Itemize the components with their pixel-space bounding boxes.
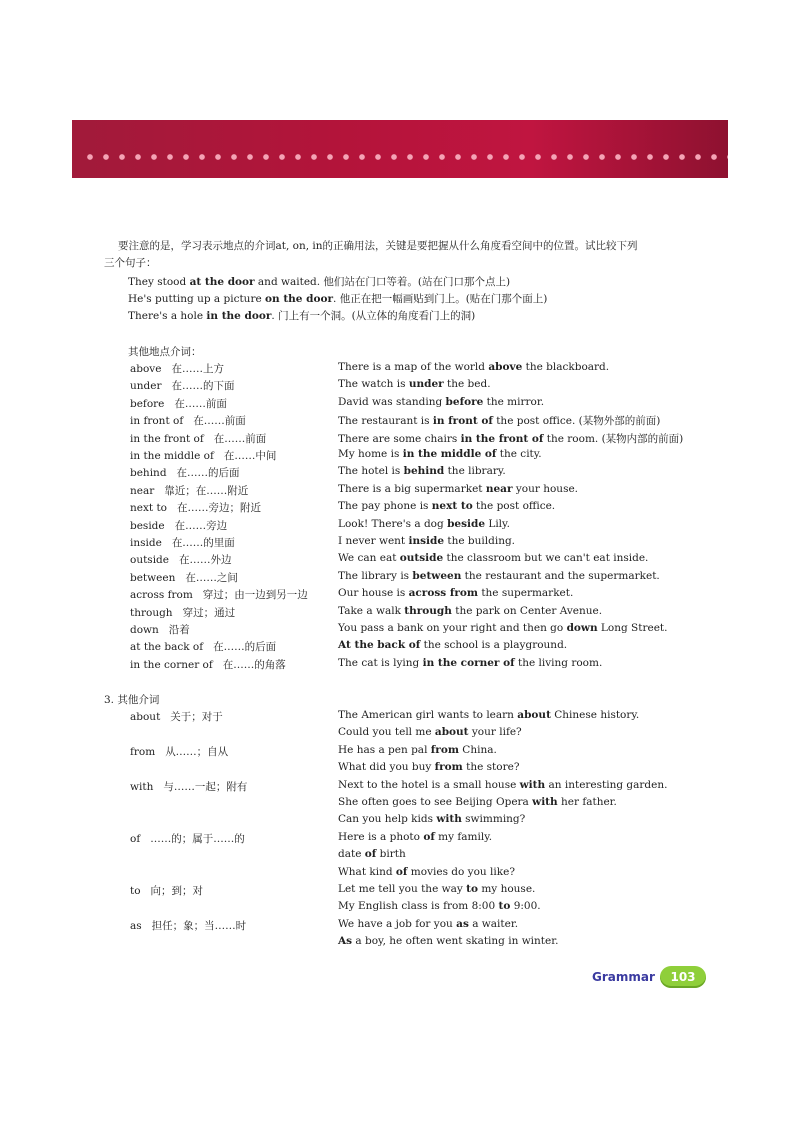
example-sentence: There is a map of the world above the blackboard.: [338, 361, 610, 373]
list-item: [0, 518, 800, 535]
preposition-word: before: [130, 397, 165, 410]
preposition-meaning: 与……一起；附有: [163, 780, 248, 793]
preposition-meaning: 向；到；对: [150, 885, 204, 897]
example-sentence: The watch is under the bed.: [338, 378, 491, 391]
list-item: [0, 622, 800, 639]
preposition-term: [130, 431, 266, 446]
preposition-term: [130, 622, 190, 637]
preposition-meaning: 在……外边: [179, 554, 232, 567]
list-item: [0, 552, 800, 569]
preposition-word: down: [130, 624, 159, 636]
preposition-word: with: [130, 780, 154, 793]
footer-section-label: Grammar: [592, 970, 655, 984]
example-sentence: She often goes to see Beijing Opera with her father.: [338, 796, 617, 808]
example-sentence: You pass a bank on your right and then go down Long Street.: [338, 622, 668, 634]
preposition-word: next to: [130, 502, 167, 515]
example-sentence: The American girl wants to learn about Chinese history.: [338, 709, 640, 721]
preposition-term: [130, 570, 238, 585]
preposition-term: [130, 587, 308, 602]
preposition-term: [130, 413, 246, 428]
example-sentence: The pay phone is next to the post office.: [338, 500, 556, 513]
other-place-heading: 其他地点介词：: [128, 346, 202, 358]
preposition-word: at the back of: [130, 641, 204, 654]
list-item: [0, 779, 800, 796]
list-item: [0, 535, 800, 552]
preposition-term: [130, 483, 248, 498]
preposition-meaning: 在……旁边: [174, 519, 228, 532]
preposition-word: in front of: [130, 415, 184, 428]
preposition-term: [130, 465, 240, 480]
list-item: [0, 883, 800, 900]
example-sentence: Our house is across from the supermarket.: [338, 587, 574, 600]
preposition-meaning: 靠近；在……附近: [164, 484, 249, 497]
list-item: [0, 431, 800, 448]
list-item: [0, 709, 800, 726]
intro-example: There's a hole in the door. 门上有一个洞。(从立体的角度看门上的洞): [128, 310, 476, 322]
preposition-word: from: [130, 745, 156, 758]
intro-line-2: 三个句子：: [104, 257, 157, 269]
preposition-meaning: 在……上方: [171, 363, 224, 375]
example-sentence: Here is a photo of my family.: [338, 830, 493, 843]
preposition-word: in the middle of: [130, 450, 214, 462]
example-sentence: Can you help kids with swimming?: [338, 813, 526, 826]
list-item: [0, 900, 800, 917]
preposition-word: under: [130, 380, 162, 393]
list-item: [0, 605, 800, 622]
list-item: [0, 639, 800, 656]
example-sentence: date of birth: [338, 848, 406, 861]
example-sentence: Take a walk through the park on Center Avenue.: [338, 604, 603, 617]
preposition-term: [130, 744, 228, 759]
preposition-meaning: 在……的后面: [213, 641, 277, 654]
preposition-meaning: ……的；属于……的: [150, 832, 245, 845]
example-sentence: My English class is from 8:00 to 9:00.: [338, 900, 541, 913]
preposition-word: through: [130, 606, 173, 619]
preposition-meaning: 沿着: [168, 624, 190, 636]
example-sentence: There are some chairs in the front of the room. (某物内部的前面): [338, 432, 684, 445]
example-sentence: Next to the hotel is a small house with an interesting garden.: [338, 778, 668, 791]
list-item: [0, 918, 800, 935]
example-sentence: Let me tell you the way to my house.: [338, 883, 536, 895]
preposition-meaning: 关于；对于: [170, 711, 223, 723]
preposition-word: about: [130, 711, 161, 723]
preposition-word: inside: [130, 537, 162, 549]
intro-example: They stood at the door and waited. 他们站在门口等着。(站在门口那个点上): [128, 276, 511, 288]
intro-line-1: 要注意的是，学习表示地点的介词at, on, in的正确用法，关键是要把握从什么角度看空间中的位置。试比较下列: [118, 240, 638, 252]
example-sentence: My home is in the middle of the city.: [338, 448, 542, 460]
list-item: [0, 587, 800, 604]
list-item: [0, 726, 800, 743]
list-item: [0, 378, 800, 395]
preposition-word: in the front of: [130, 432, 204, 445]
preposition-term: [130, 378, 234, 393]
example-sentence: He has a pen pal from China.: [338, 743, 497, 756]
preposition-meaning: 在……前面: [174, 397, 227, 410]
preposition-term: [130, 396, 227, 411]
example-sentence: What kind of movies do you like?: [338, 865, 515, 878]
preposition-term: [130, 883, 203, 898]
example-sentence: The cat is lying in the corner of the living room.: [338, 656, 603, 669]
preposition-meaning: 穿过；由一边到另一边: [202, 589, 308, 602]
list-item: [0, 657, 800, 674]
list-item: [0, 500, 800, 517]
example-sentence: Could you tell me about your life?: [338, 726, 522, 739]
preposition-meaning: 在……之间: [185, 571, 238, 584]
preposition-term: [130, 639, 276, 654]
preposition-term: [130, 605, 235, 620]
preposition-meaning: 从……；自从: [165, 745, 229, 758]
banner-dots: [82, 153, 728, 161]
example-sentence: Look! There's a dog beside Lily.: [338, 517, 510, 530]
example-sentence: The restaurant is in front of the post office. (某物外部的前面): [338, 415, 661, 428]
preposition-meaning: 在……的里面: [171, 537, 235, 549]
example-sentence: At the back of the school is a playground.: [338, 639, 568, 652]
preposition-word: in the corner of: [130, 658, 213, 671]
header-banner: [72, 120, 728, 178]
preposition-term: [130, 552, 232, 567]
preposition-term: [130, 779, 247, 794]
preposition-term: [130, 831, 245, 846]
list-item: [0, 570, 800, 587]
list-item: [0, 761, 800, 778]
example-sentence: We can eat outside the classroom but we can't eat inside.: [338, 552, 649, 565]
preposition-word: outside: [130, 554, 169, 567]
list-item: [0, 866, 800, 883]
list-item: [0, 413, 800, 430]
intro-example: He's putting up a picture on the door. 他正在把一幅画贴到门上。(贴在门那个面上): [128, 293, 548, 305]
preposition-term: [130, 500, 261, 515]
example-sentence: I never went inside the building.: [338, 535, 516, 547]
list-item: [0, 361, 800, 378]
preposition-meaning: 担任；象；当……时: [151, 919, 247, 932]
example-sentence: As a boy, he often went skating in winter.: [338, 935, 559, 948]
list-item: [0, 448, 800, 465]
list-item: [0, 744, 800, 761]
preposition-meaning: 在……旁边；附近: [177, 502, 261, 515]
preposition-word: of: [130, 832, 141, 845]
list-item: [0, 831, 800, 848]
list-item: [0, 935, 800, 952]
preposition-term: [130, 918, 246, 933]
preposition-word: as: [130, 919, 142, 932]
example-sentence: We have a job for you as a waiter.: [338, 917, 519, 930]
example-sentence: David was standing before the mirror.: [338, 395, 545, 408]
preposition-term: [130, 535, 235, 550]
preposition-word: beside: [130, 519, 165, 532]
section3-heading: 3. 其他介词: [104, 694, 160, 706]
list-item: [0, 396, 800, 413]
preposition-meaning: 穿过；通过: [182, 606, 236, 619]
page-number-badge: 103: [660, 966, 706, 988]
preposition-term: [130, 709, 223, 724]
example-sentence: There is a big supermarket near your house.: [338, 482, 579, 495]
preposition-meaning: 在……的后面: [176, 467, 240, 480]
list-item: [0, 813, 800, 830]
list-item: [0, 796, 800, 813]
preposition-word: across from: [130, 589, 193, 602]
list-item: [0, 848, 800, 865]
preposition-meaning: 在……的下面: [171, 380, 235, 393]
preposition-term: [130, 518, 227, 533]
preposition-term: [130, 361, 224, 376]
preposition-term: [130, 448, 276, 463]
preposition-meaning: 在……前面: [213, 432, 267, 445]
list-item: [0, 483, 800, 500]
preposition-term: [130, 657, 286, 672]
preposition-meaning: 在……的角落: [222, 658, 286, 671]
preposition-word: between: [130, 571, 176, 584]
example-sentence: The library is between the restaurant and the supermarket.: [338, 569, 660, 582]
example-sentence: What did you buy from the store?: [338, 761, 520, 774]
preposition-word: to: [130, 885, 141, 897]
preposition-word: near: [130, 484, 155, 497]
preposition-meaning: 在……前面: [193, 415, 246, 428]
list-item: [0, 465, 800, 482]
preposition-word: above: [130, 363, 162, 375]
preposition-meaning: 在……中间: [223, 450, 277, 462]
preposition-word: behind: [130, 467, 167, 480]
example-sentence: The hotel is behind the library.: [338, 465, 506, 478]
